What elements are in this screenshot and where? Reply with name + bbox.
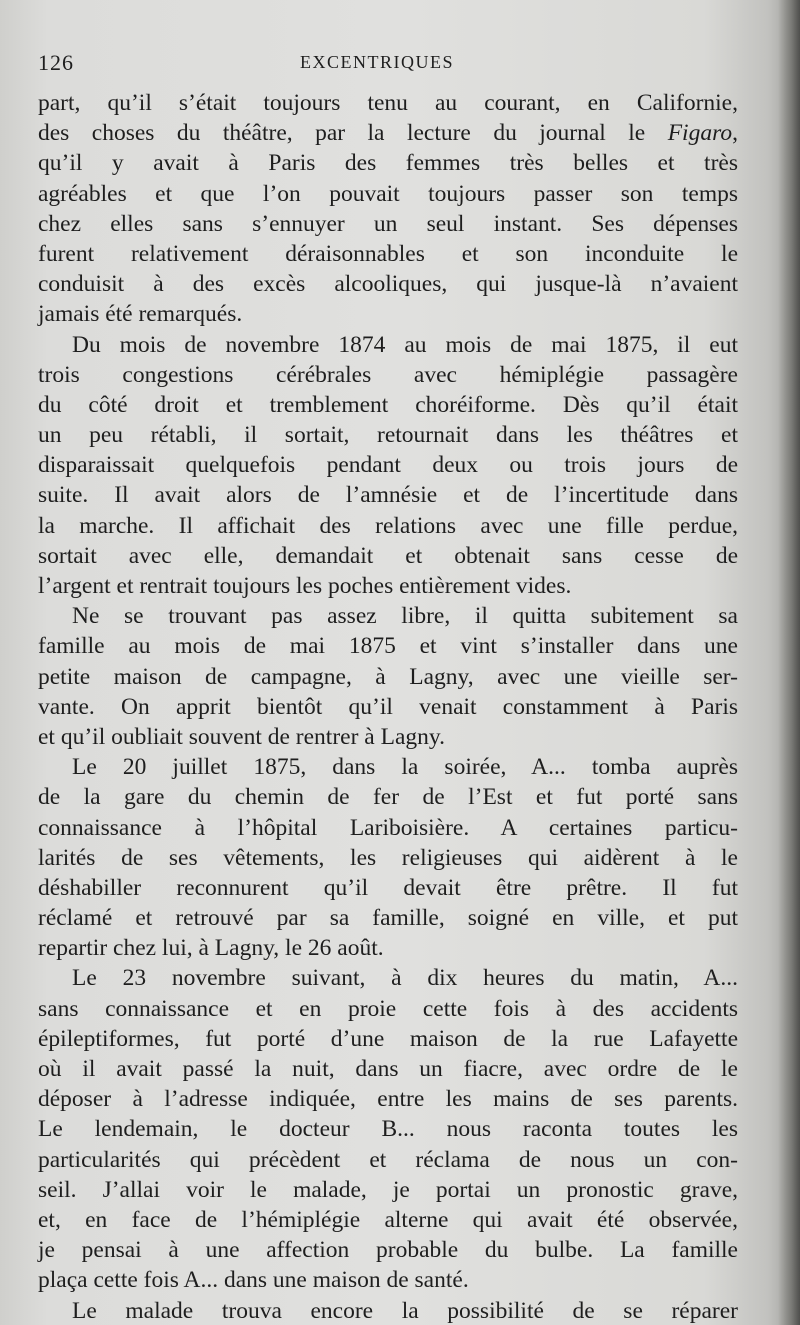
body-text bbox=[38, 88, 738, 1325]
text-line: un peu rétabli, il sortait, retournait dans les théâtres et bbox=[38, 422, 738, 449]
text-line: vante. On apprit bientôt qu’il venait constamment à Paris bbox=[38, 693, 738, 720]
running-head: EXCENTRIQUES bbox=[300, 52, 454, 72]
text-line: furent relativement déraisonnables et son inconduite le bbox=[38, 240, 738, 267]
text-line: Du mois de novembre 1874 au mois de mai 1875, il eut bbox=[72, 331, 738, 358]
text-line: de la gare du chemin de fer de l’Est et fut porté sans bbox=[38, 784, 738, 811]
text-line: la marche. Il affichait des relations avec une fille perdue, bbox=[38, 512, 738, 539]
text-line: et qu’il oubliait souvent de rentrer à Lagny. bbox=[38, 723, 445, 750]
text-line: petite maison de campagne, à Lagny, avec une vieille ser- bbox=[38, 663, 738, 690]
text-line: où il avait passé la nuit, dans un fiacre, avec ordre de le bbox=[38, 1056, 738, 1082]
text-line: Le 23 novembre suivant, à dix heures du matin, A... bbox=[72, 965, 738, 992]
text-line: chez elles sans s’ennuyer un seul instant. Ses dépenses bbox=[38, 210, 738, 237]
text-line: plaça cette fois A... dans une maison de santé. bbox=[38, 1267, 469, 1294]
text-line: agréables et que l’on pouvait toujours passer son temps bbox=[38, 180, 738, 207]
text-line: part, qu’il s’était toujours tenu au courant, en Californie, bbox=[38, 90, 738, 116]
text-line: sans connaissance et en proie cette fois à des accidents bbox=[38, 995, 738, 1022]
text-line: déposer à l’adresse indiquée, entre les mains de ses parents. bbox=[38, 1086, 738, 1113]
text-line: l’argent et rentrait toujours les poches entièrement vides. bbox=[38, 573, 572, 599]
text-line: déshabiller reconnurent qu’il devait être prêtre. Il fut bbox=[38, 874, 738, 901]
text-line: particularités qui précèdent et réclama de nous un con- bbox=[38, 1146, 738, 1173]
text-line: je pensai à une affection probable du bulbe. La famille bbox=[38, 1237, 738, 1264]
text-line: jamais été remarqués. bbox=[38, 301, 243, 328]
text-line: connaissance à l’hôpital Lariboisière. A certaines particu- bbox=[38, 814, 738, 841]
text-line: seil. J’allai voir le malade, je portai un pronostic grave, bbox=[38, 1176, 738, 1203]
text-line: épileptiformes, fut porté d’une maison de la rue Lafayette bbox=[38, 1025, 738, 1052]
text-line: larités de ses vêtements, les religieuses qui aidèrent à le bbox=[38, 844, 738, 871]
text-line: Ne se trouvant pas assez libre, il quitta subitement sa bbox=[72, 603, 738, 630]
text-line: réclamé et retrouvé par sa famille, soigné en ville, et put bbox=[38, 905, 738, 932]
text-line: Le lendemain, le docteur B... nous raconta toutes les bbox=[38, 1116, 738, 1143]
page-gutter-shadow bbox=[778, 0, 800, 1325]
text-line: conduisit à des excès alcooliques, qui jusque-là n’avaient bbox=[38, 271, 738, 298]
text-line: et, en face de l’hémiplégie alterne qui avait été observée, bbox=[38, 1206, 738, 1233]
text-line: Le 20 juillet 1875, dans la soirée, A... tomba auprès bbox=[72, 754, 738, 781]
page-number: 126 bbox=[38, 50, 74, 75]
text-line: trois congestions cérébrales avec hémiplégie passagère bbox=[38, 361, 738, 388]
text-line: suite. Il avait alors de l’amnésie et de l’incertitude dans bbox=[38, 482, 738, 509]
page-header bbox=[38, 50, 738, 80]
text-line: du côté droit et tremblement choréiforme. Dès qu’il était bbox=[38, 391, 738, 418]
text-line: qu’il y avait à Paris des femmes très belles et très bbox=[38, 150, 738, 177]
text-line: famille au mois de mai 1875 et vint s’installer dans une bbox=[38, 633, 738, 660]
text-line: repartir chez lui, à Lagny, le 26 août. bbox=[38, 935, 384, 962]
text-line: des choses du théâtre, par la lecture du journal le Figaro, bbox=[38, 120, 738, 147]
text-line: Le malade trouva encore la possibilité de se réparer bbox=[72, 1297, 738, 1324]
text-line: disparaissait quelquefois pendant deux ou trois jours de bbox=[38, 452, 738, 479]
text-line: sortait avec elle, demandait et obtenait sans cesse de bbox=[38, 542, 738, 569]
